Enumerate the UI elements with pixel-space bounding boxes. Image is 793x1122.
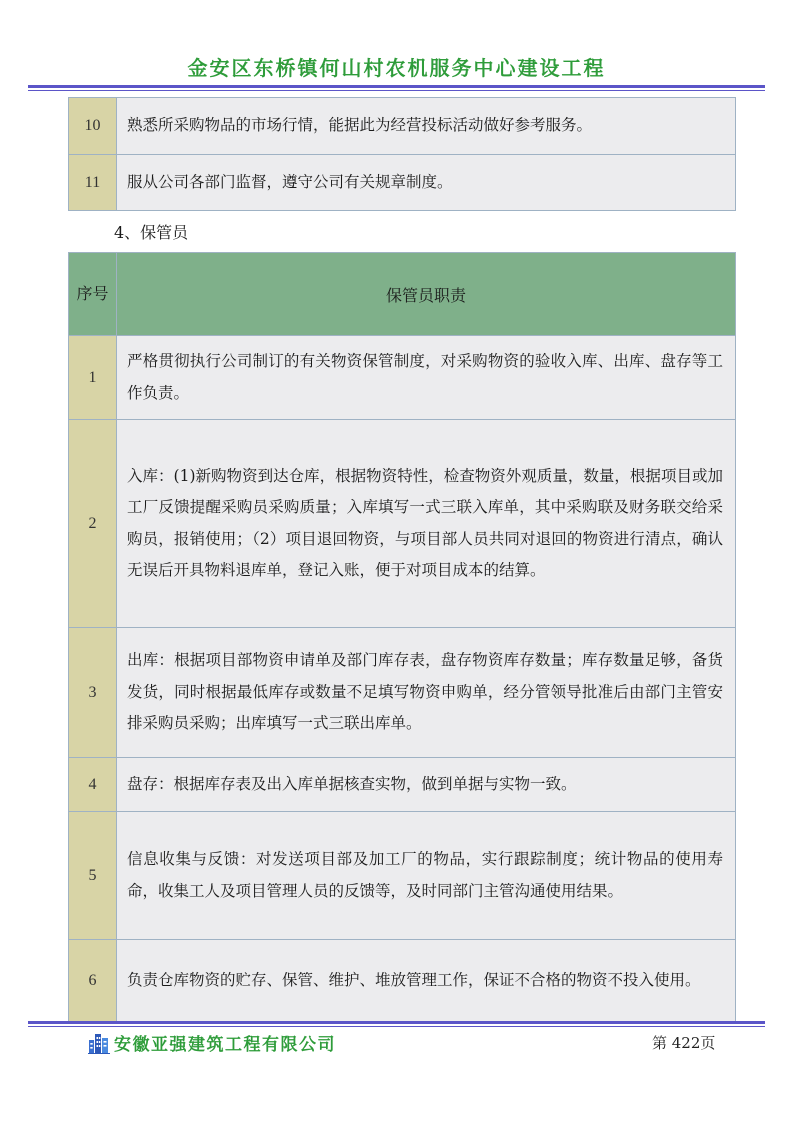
row-text: 入库：(1)新购物资到达仓库，根据物资特性，检查物资外观质量，数量，根据项目或加工厂反馈提醒采购员采购质量；入库填写一式三联入库单，其中采购联及财务联交给采购员，报销使用；（2）项目退回物资，与项目部人员共同对退回的物资进行清点，确认无误后开具物料退库单，登记入账，便于对项目成本的结算。 — [117, 420, 736, 628]
page-header-title: 金安区东桥镇何山村农机服务中心建设工程 — [187, 56, 606, 80]
row-number: 6 — [69, 940, 117, 1022]
table-row — [69, 940, 736, 1022]
section-heading: 4、保管员 — [114, 223, 189, 242]
row-text: 严格贯彻执行公司制订的有关物资保管制度，对采购物资的验收入库、出库、盘存等工作负责。 — [117, 336, 736, 420]
table-row — [69, 155, 736, 211]
building-logo-icon — [88, 1030, 110, 1054]
row-text: 负责仓库物资的贮存、保管、维护、堆放管理工作，保证不合格的物资不投入使用。 — [117, 940, 736, 1022]
table-row — [69, 98, 736, 155]
row-number: 4 — [69, 758, 117, 812]
row-text: 信息收集与反馈：对发送项目部及加工厂的物品，实行跟踪制度；统计物品的使用寿命，收集工人及项目管理人员的反馈等，及时同部门主管沟通使用结果。 — [117, 812, 736, 940]
footer-company-name: 安徽亚强建筑工程有限公司 — [114, 1035, 336, 1055]
table-row — [69, 336, 736, 420]
keeper-duties-table — [68, 252, 736, 1022]
procurement-duties-table — [68, 97, 736, 211]
row-text: 熟悉所采购物品的市场行情，能据此为经营投标活动做好参考服务。 — [117, 98, 736, 155]
footer-rule-thin — [28, 1026, 765, 1027]
row-number: 10 — [69, 98, 117, 155]
table-header-row — [69, 253, 736, 336]
footer-rule-thick — [28, 1021, 765, 1024]
row-number: 3 — [69, 628, 117, 758]
row-number: 2 — [69, 420, 117, 628]
row-text: 盘存：根据库存表及出入库单据核查实物，做到单据与实物一致。 — [117, 758, 736, 812]
column-header-duties: 保管员职责 — [117, 253, 736, 336]
table-row — [69, 812, 736, 940]
column-header-number: 序号 — [69, 253, 117, 336]
header-rule-thick — [28, 85, 765, 88]
page-number: 第 422页 — [652, 1034, 716, 1052]
table-row — [69, 420, 736, 628]
header-rule-thin — [28, 90, 765, 91]
row-number: 1 — [69, 336, 117, 420]
row-number: 11 — [69, 155, 117, 211]
table-row — [69, 758, 736, 812]
row-number: 5 — [69, 812, 117, 940]
row-text: 服从公司各部门监督，遵守公司有关规章制度。 — [117, 155, 736, 211]
row-text: 出库：根据项目部物资申请单及部门库存表，盘存物资库存数量；库存数量足够，备货发货，同时根据最低库存或数量不足填写物资申购单，经分管领导批准后由部门主管安排采购员采购；出库填写一式三联出库单。 — [117, 628, 736, 758]
table-row — [69, 628, 736, 758]
